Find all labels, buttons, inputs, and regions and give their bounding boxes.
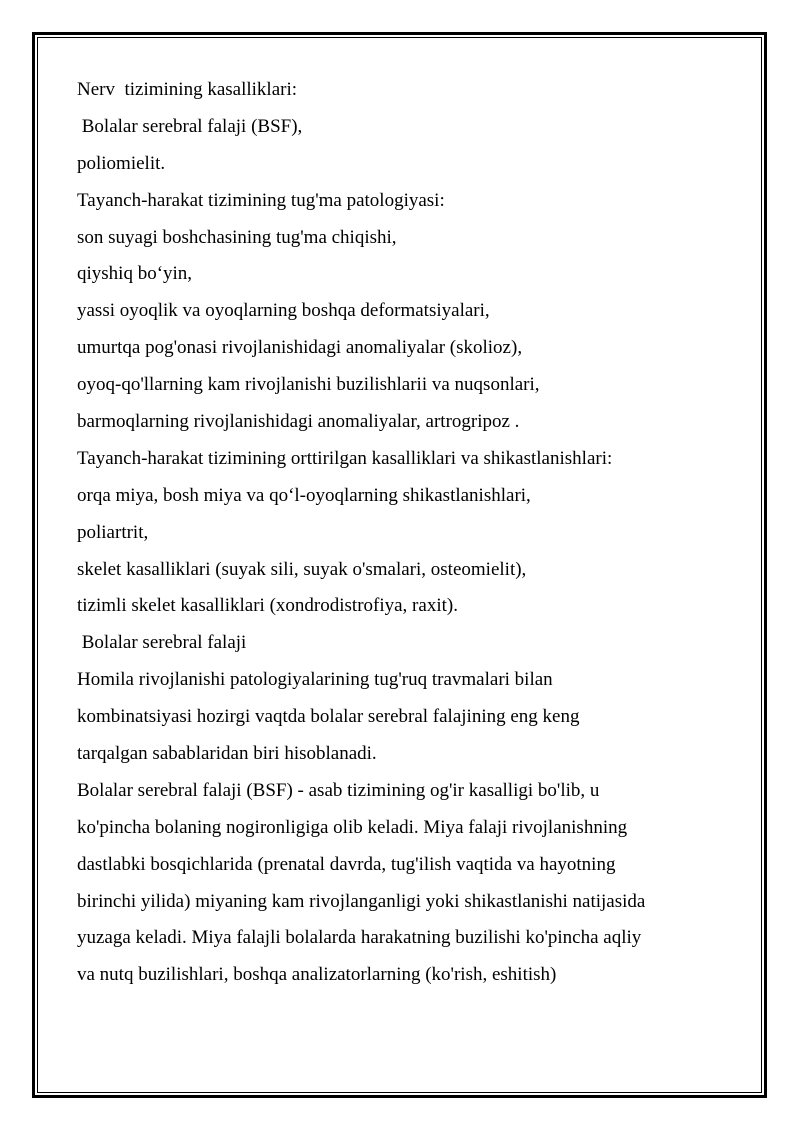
paragraph-line: birinchi yilida) miyaning kam rivojlanganligi yoki shikastlanishi natijasida [77,890,646,912]
list-item: Bolalar serebral falaji (BSF), [77,115,303,137]
list-item: skelet kasalliklari (suyak sili, suyak o'smalari, osteomielit), [77,558,527,580]
paragraph-line: dastlabki bosqichlarida (prenatal davrda, tug'ilish vaqtida va hayotning [77,853,616,875]
document-body [77,72,737,994]
section-heading-cerebral-palsy: Bolalar serebral falaji [77,632,247,654]
list-item: orqa miya, bosh miya va qo‘l-oyoqlarning shikastlanishlari, [77,484,531,506]
list-item: poliomielit. [77,152,166,174]
list-item: poliartrit, [77,521,149,543]
list-item: barmoqlarning rivojlanishidagi anomaliyalar, artrogripoz . [77,411,520,433]
section-heading-acquired-diseases: Tayanch-harakat tizimining orttirilgan kasalliklari va shikastlanishlari: [77,447,613,469]
list-item: yassi oyoqlik va oyoqlarning boshqa deformatsiyalari, [77,300,490,322]
paragraph-line: yuzaga keladi. Miya falajli bolalarda harakatning buzilishi ko'pincha aqliy [77,927,642,949]
list-item: umurtqa pog'onasi rivojlanishidagi anomaliyalar (skolioz), [77,337,523,359]
paragraph-line: tarqalgan sabablaridan biri hisoblanadi. [77,743,377,765]
paragraph-line: va nutq buzilishlari, boshqa analizatorlarning (ko'rish, eshitish) [77,964,557,986]
paragraph-line: kombinatsiyasi hozirgi vaqtda bolalar serebral falajining eng keng [77,706,580,728]
list-item: oyoq-qo'llarning kam rivojlanishi buzilishlarii va nuqsonlari, [77,374,540,396]
paragraph-line: Bolalar serebral falaji (BSF) - asab tizimining og'ir kasalligi bo'lib, u [77,779,600,801]
list-item: tizimli skelet kasalliklari (xondrodistrofiya, raxit). [77,595,458,617]
section-heading-nervous-system: Nerv tizimining kasalliklari: [77,79,298,100]
section-heading-congenital-pathology: Tayanch-harakat tizimining tug'ma patologiyasi: [77,189,445,211]
paragraph-line: ko'pincha bolaning nogironligiga olib keladi. Miya falaji rivojlanishning [77,816,628,838]
paragraph-line: Homila rivojlanishi patologiyalarining tug'ruq travmalari bilan [77,669,553,691]
list-item: qiyshiq bo‘yin, [77,263,193,285]
list-item: son suyagi boshchasining tug'ma chiqishi, [77,226,397,248]
